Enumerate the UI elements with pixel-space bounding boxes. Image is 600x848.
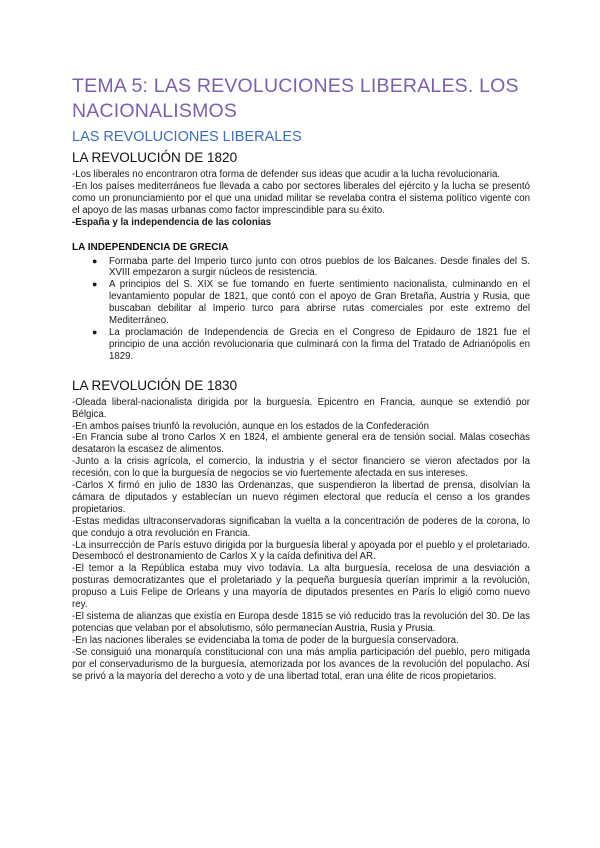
section-heading: LAS REVOLUCIONES LIBERALES: [72, 129, 302, 145]
paragraph: -La insurrección de París estuvo dirigida por la burguesía liberal y apoyada por el pueblo y el proletariado. Desembocó el destronamiento de Carlos X y la caída definitiva del AR.: [72, 539, 530, 563]
list-item: ● Formaba parte del Imperio turco junto con otros pueblos de los Balcanes. Desde finales del S. XVIII empezaron a surgir núcleos de resistencia.: [92, 255, 530, 279]
bullet-list: [72, 256, 530, 363]
list-item: ● La proclamación de Independencia de Grecia en el Congreso de Epidauro de 1821 fue el principio de una acción revolucionaria que culminará con la firma del Tratado de Adrianópolis en 1829.: [92, 326, 530, 362]
paragraph: -El sistema de alianzas que existía en Europa desde 1815 se vió reducido tras la revolución del 30. De las potencias que velaban por el absolutismo, sólo permanecían Austria, Rusia y Prusia.: [72, 611, 530, 634]
bullet-icon: ●: [92, 326, 98, 337]
list-item: ● A principios del S. XIX se fue tomando en fuerte sentimiento nacionalista, culminando en el levantamiento popular de 1821, que contó con el apoyo de Gran Bretaña, Austria y Rusia, que buscaban debilitar al Imperio turco para abrirse rutas comerciales por este extremo del Mediterráneo.: [92, 279, 530, 327]
heading-revolucion-1830: LA REVOLUCIÓN DE 1830: [72, 377, 238, 393]
paragraph: -El temor a la República estaba muy vivo todavía. La alta burguesía, recelosa de una desviación a posturas democratizantes que el proletariado y la pequeña burguesía querían imprimir a la revolución, propuso a Luis Felipe de Orleans y una mayoría de diputados presentes en París lo eligió como nuevo rey.: [72, 563, 530, 611]
heading-independencia-grecia: LA INDEPENDENCIA DE GRECIA: [72, 241, 229, 253]
bullet-icon: ●: [92, 255, 98, 266]
paragraph: -En ambos países triunfó la revolución, aunque en los estados de la Confederación: [72, 420, 430, 432]
document-title: TEMA 5: LAS REVOLUCIONES LIBERALES. LOS NACIONALISMOS: [72, 75, 519, 122]
heading-revolucion-1820: LA REVOLUCIÓN DE 1820: [72, 150, 238, 165]
paragraph: -Oleada liberal-nacionalista dirigida por la burguesía. Epicentro en Francia, aunque se extendió por Bélgica.: [72, 396, 530, 420]
paragraph: -En Francia sube al trono Carlos X en 1824, el ambiente general era de tensión social. Malas cosechas desataron la escasez de alimentos.: [72, 432, 530, 456]
paragraph: -En las naciones liberales se evidenciaba la toma de poder de la burguesía conservadora.: [72, 634, 459, 646]
document-content: [72, 74, 530, 682]
paragraph: -Carlos X firmó en julio de 1830 las Ordenanzas, que suspendieron la libertad de prensa, disolvían la cámara de diputados y establecían un nuevo régimen electoral que reducía el censo a los grandes propietarios.: [72, 480, 530, 515]
paragraph: -Se consiguió una monarquía constitucional con una más amplia participación del pueblo, pero mitigada por el conservadurismo de la burguesía, atemorizada por los avances de la revolución del populacho. Así se privó a la mayoría del derecho a voto y de una libertad total, eran una élite de ricos propietarios.: [72, 646, 530, 682]
paragraph: -Estas medidas ultraconservadoras significaban la vuelta a la concentración de poderes de la corona, lo que condujo a otra revolución en Francia.: [72, 515, 530, 539]
bold-subtopic: -España y la independencia de las colonias: [72, 216, 272, 228]
paragraph: -Junto a la crisis agrícola, el comercio, la industria y el sector financiero se vieron afectados por la recesión, con lo que la burguesía de negocios se vio fuertemente afectada en sus intereses.: [72, 456, 530, 480]
bullet-icon: ●: [92, 279, 98, 290]
paragraph: -En los países mediterráneos fue llevada a cabo por sectores liberales del ejército y la lucha se presentó como un pronunciamiento por el que una unidad militar se revelaba contra el sistema político vigente con el apoyo de las masas urbanas como factor imprescindible para su éxito.: [72, 180, 530, 216]
paragraph: -Los liberales no encontraron otra forma de defender sus ideas que acudir a la lucha revolucionaria.: [72, 169, 501, 180]
